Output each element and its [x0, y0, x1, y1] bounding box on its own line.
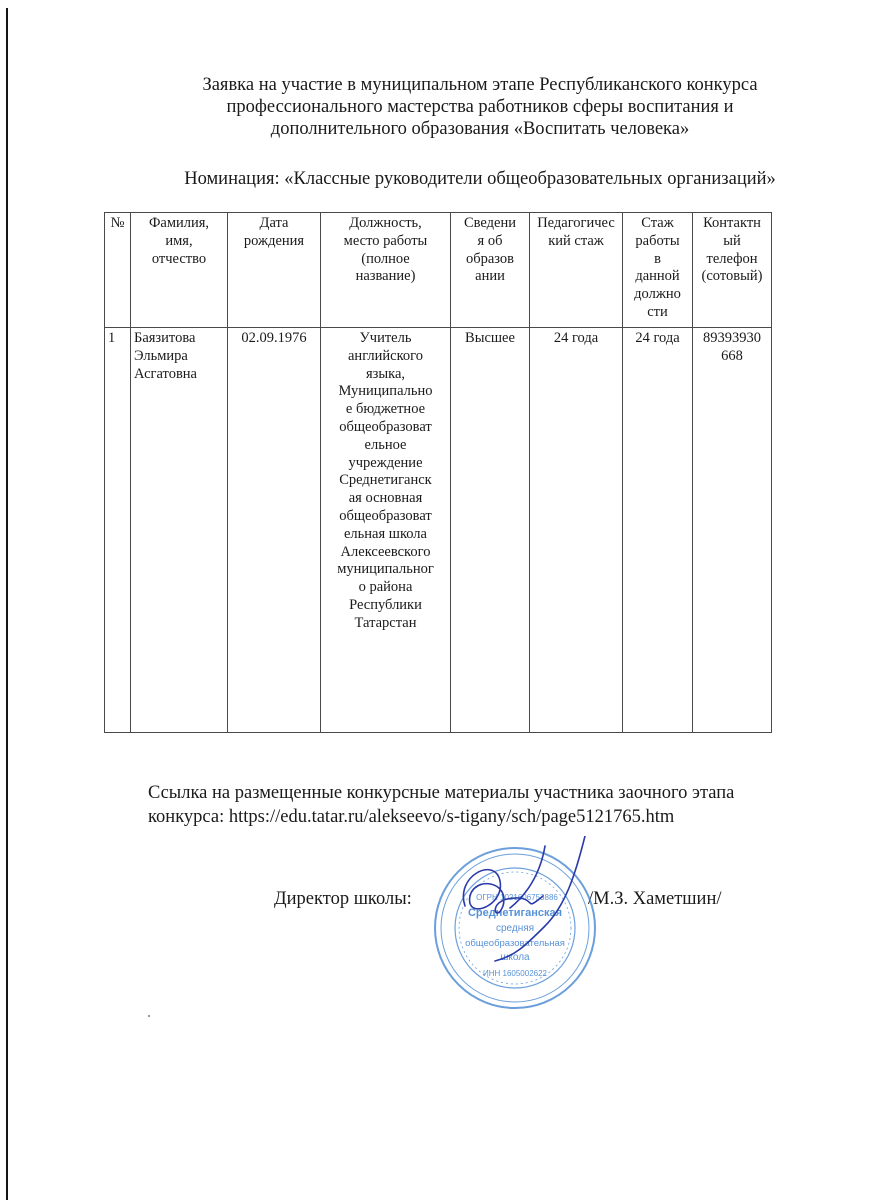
header-position-experience: Стаж работы в данной должно сти [623, 213, 693, 328]
table-row [105, 328, 772, 733]
svg-text:школа: школа [500, 952, 530, 963]
materials-link[interactable]: конкурса: https://edu.tatar.ru/alekseevo/s-tigany/sch/page5121765.htm [148, 807, 675, 827]
official-stamp-icon [425, 836, 605, 1016]
cell-position: Учитель английского языка, Муниципально е бюджетное общеобразоват ельное учреждение Среднетиганск ая основная общеобразоват ельная школа Алексеевского муниципальног о района Республики Татарстан [321, 328, 451, 733]
header-education: Сведени я об образов ании [451, 213, 530, 328]
header-position: Должность, место работы (полное название) [321, 213, 451, 328]
cell-birth-date: 02.09.1976 [228, 328, 321, 733]
page-edge [6, 8, 8, 1200]
header-birth-date: Дата рождения [228, 213, 321, 328]
director-name: /М.З. Хаметшин/ [588, 889, 722, 909]
cell-education: Высшее [451, 328, 530, 733]
materials-link-paragraph [148, 781, 828, 829]
cell-full-name: Баязитова Эльмира Асгатовна [131, 328, 228, 733]
cell-phone: 89393930 668 [693, 328, 772, 733]
header-full-name: Фамилия, имя, отчество [131, 213, 228, 328]
svg-text:общеобразовательная: общеобразовательная [465, 938, 565, 949]
document-heading [150, 74, 810, 140]
link-intro: Ссылка на размещенные конкурсные материалы участника заочного этапа [148, 783, 735, 803]
scan-speck [148, 1015, 150, 1017]
cell-teaching-experience: 24 года [530, 328, 623, 733]
application-table [104, 212, 772, 733]
cell-position-experience: 24 года [623, 328, 693, 733]
header-number: № [105, 213, 131, 328]
svg-text:ОГРН 1021606753886: ОГРН 1021606753886 [476, 893, 558, 902]
heading-line: дополнительного образования «Воспитать человека» [270, 119, 690, 139]
heading-line: Заявка на участие в муниципальном этапе Республиканского конкурса [202, 75, 758, 95]
svg-text:Среднетиганская: Среднетиганская [467, 907, 563, 919]
header-teaching-experience: Педагогичес кий стаж [530, 213, 623, 328]
cell-number: 1 [105, 328, 131, 733]
svg-text:ИНН 1605002622: ИНН 1605002622 [482, 969, 548, 978]
heading-line: профессионального мастерства работников сферы воспитания и [226, 97, 734, 117]
nomination-line: Номинация: «Классные руководители общеобразовательных организаций» [184, 169, 776, 189]
header-phone: Контактн ый телефон (сотовый) [693, 213, 772, 328]
svg-text:средняя: средняя [495, 923, 535, 934]
table-header-row [105, 213, 772, 328]
director-label: Директор школы: [274, 889, 412, 909]
